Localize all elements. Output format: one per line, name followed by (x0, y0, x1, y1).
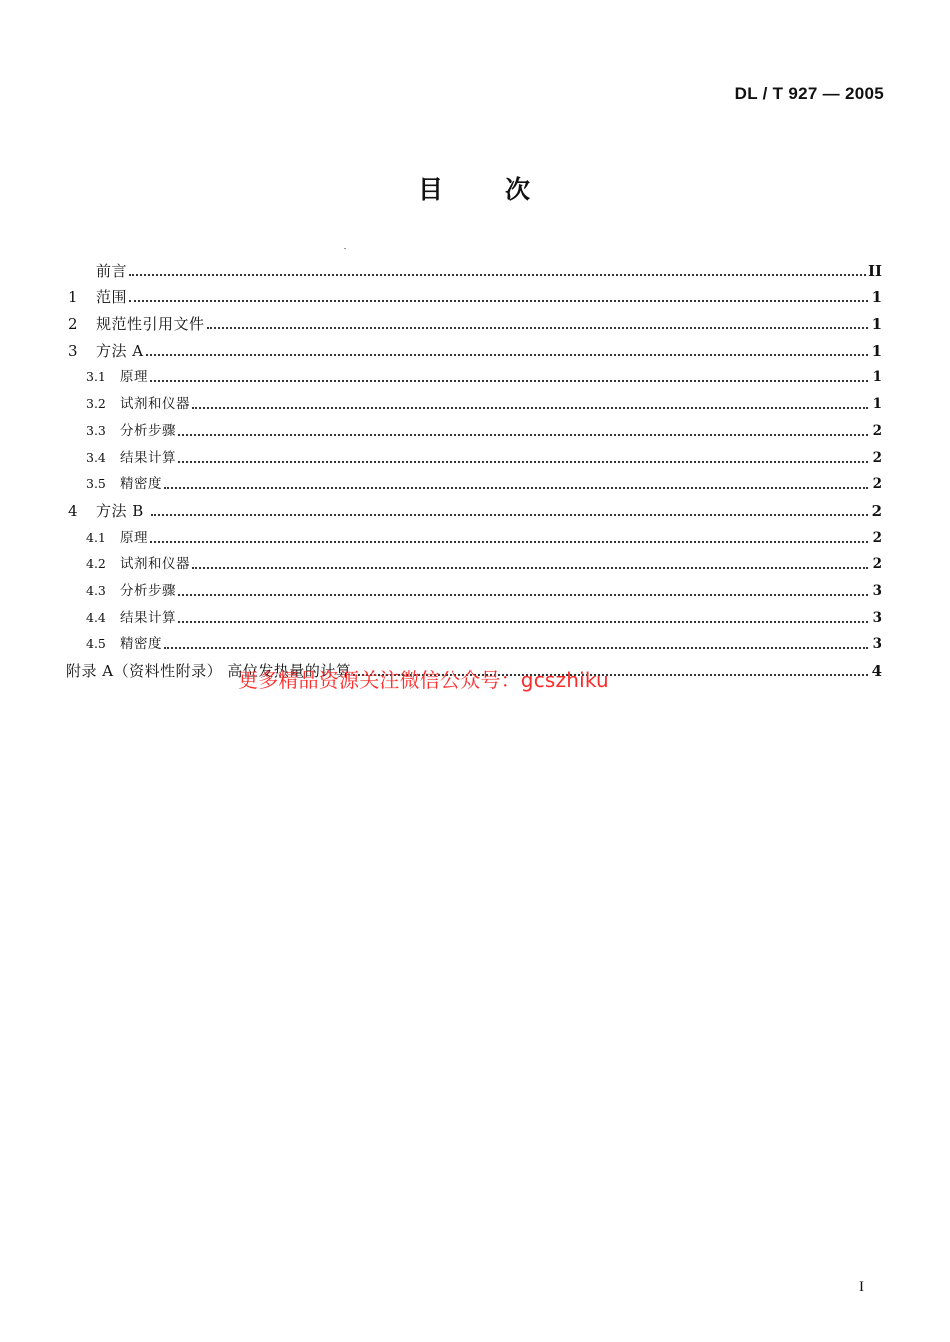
page-number: I (859, 1279, 864, 1295)
toc-entry-label: 原理 (120, 369, 148, 386)
toc-entry-label: 方法 A (96, 341, 144, 360)
toc-entry-page: 2 (872, 556, 882, 573)
toc-entry-page: 2 (872, 476, 882, 493)
toc-leader-dots (178, 461, 868, 463)
toc-leader-dots (146, 354, 868, 356)
toc-entry-number: 3.4 (86, 449, 106, 465)
toc-entry-page: 1 (871, 315, 882, 334)
toc-leader-dots (129, 274, 866, 276)
toc-leader-dots (178, 621, 868, 623)
title-char-1: 目 (417, 175, 445, 204)
toc-entry-label: 分析步骤 (120, 582, 176, 599)
toc-entry-page: 1 (872, 396, 882, 413)
toc-entry-number: 4.4 (86, 609, 106, 625)
toc-entry-label: 试剂和仪器 (120, 396, 190, 413)
toc-entry-number: 3.1 (86, 369, 106, 385)
toc-entry-number: 3.3 (86, 422, 106, 438)
page-title (0, 170, 950, 206)
toc-entry-page: 1 (871, 288, 882, 307)
toc-entry-number: 1 (68, 288, 78, 307)
toc-entry[interactable] (66, 306, 882, 333)
toc-leader-dots (207, 327, 868, 329)
toc-entry-number: 4 (68, 501, 78, 520)
toc-entry-label: 精密度 (120, 476, 162, 493)
toc-entry[interactable] (66, 440, 882, 467)
toc-leader-dots (178, 434, 868, 436)
toc-leader-dots (192, 567, 868, 569)
table-of-contents (66, 253, 882, 680)
toc-entry[interactable] (66, 360, 882, 387)
toc-entry-label: 试剂和仪器 (120, 556, 190, 573)
toc-entry-label: 原理 (120, 529, 148, 546)
toc-entry[interactable] (66, 386, 882, 413)
toc-entry-page: II (867, 261, 882, 280)
toc-entry[interactable] (66, 253, 882, 280)
toc-entry-number: 4.1 (86, 529, 106, 545)
toc-entry-page: 2 (872, 422, 882, 439)
toc-entry[interactable] (66, 333, 882, 360)
toc-entry[interactable] (66, 413, 882, 440)
toc-entry-page: 3 (872, 582, 882, 599)
toc-entry[interactable] (66, 547, 882, 574)
toc-entry-label: 范围 (96, 288, 128, 307)
toc-entry[interactable] (66, 520, 882, 547)
toc-entry-page: 4 (871, 662, 882, 680)
toc-entry-label: 前言 (96, 261, 128, 280)
standard-code: DL / T 927 — 2005 (734, 84, 884, 103)
toc-leader-dots (192, 407, 868, 409)
toc-entry[interactable] (66, 627, 882, 654)
toc-entry-number: 3 (68, 341, 78, 360)
toc-leader-dots (150, 380, 868, 382)
toc-entry-page: 2 (872, 529, 882, 546)
toc-entry-number: 2 (68, 315, 78, 334)
toc-leader-dots (151, 514, 868, 516)
toc-entry[interactable] (66, 280, 882, 307)
toc-entry-page: 1 (871, 341, 882, 360)
toc-leader-dots (178, 594, 868, 596)
toc-entry[interactable] (66, 493, 882, 520)
toc-entry-number: 4.5 (86, 636, 106, 652)
toc-entry[interactable] (66, 467, 882, 494)
toc-entry-page: 2 (871, 501, 882, 520)
toc-entry-label: 结果计算 (120, 449, 176, 466)
toc-entry-label: 附录 A（资料性附录） 高位发热量的计算 (66, 662, 352, 680)
toc-leader-dots (164, 487, 868, 489)
toc-entry-label: 结果计算 (120, 609, 176, 626)
toc-entry-label: 分析步骤 (120, 422, 176, 439)
toc-entry-number: 4.3 (86, 582, 106, 598)
toc-entry-number: 3.2 (86, 396, 106, 412)
toc-entry-label: 规范性引用文件 (96, 315, 205, 334)
title-char-2: 次 (505, 175, 533, 204)
toc-entry-page: 1 (872, 369, 882, 386)
toc-entry-number: 3.5 (86, 476, 106, 492)
toc-entry-label: 精密度 (120, 636, 162, 653)
toc-leader-dots (129, 300, 868, 302)
toc-entry[interactable] (66, 600, 882, 627)
watermark: 更多精品资源关注微信公众号：gcszhiku (238, 668, 609, 692)
scan-speck (344, 248, 346, 249)
toc-entry-page: 3 (872, 636, 882, 653)
toc-entry-page: 3 (872, 609, 882, 626)
toc-leader-dots (164, 647, 868, 649)
toc-entry[interactable] (66, 573, 882, 600)
toc-entry-number: 4.2 (86, 556, 106, 572)
toc-leader-dots (150, 541, 868, 543)
toc-entry-label: 方法 B (96, 501, 150, 520)
toc-entry-page: 2 (872, 449, 882, 466)
